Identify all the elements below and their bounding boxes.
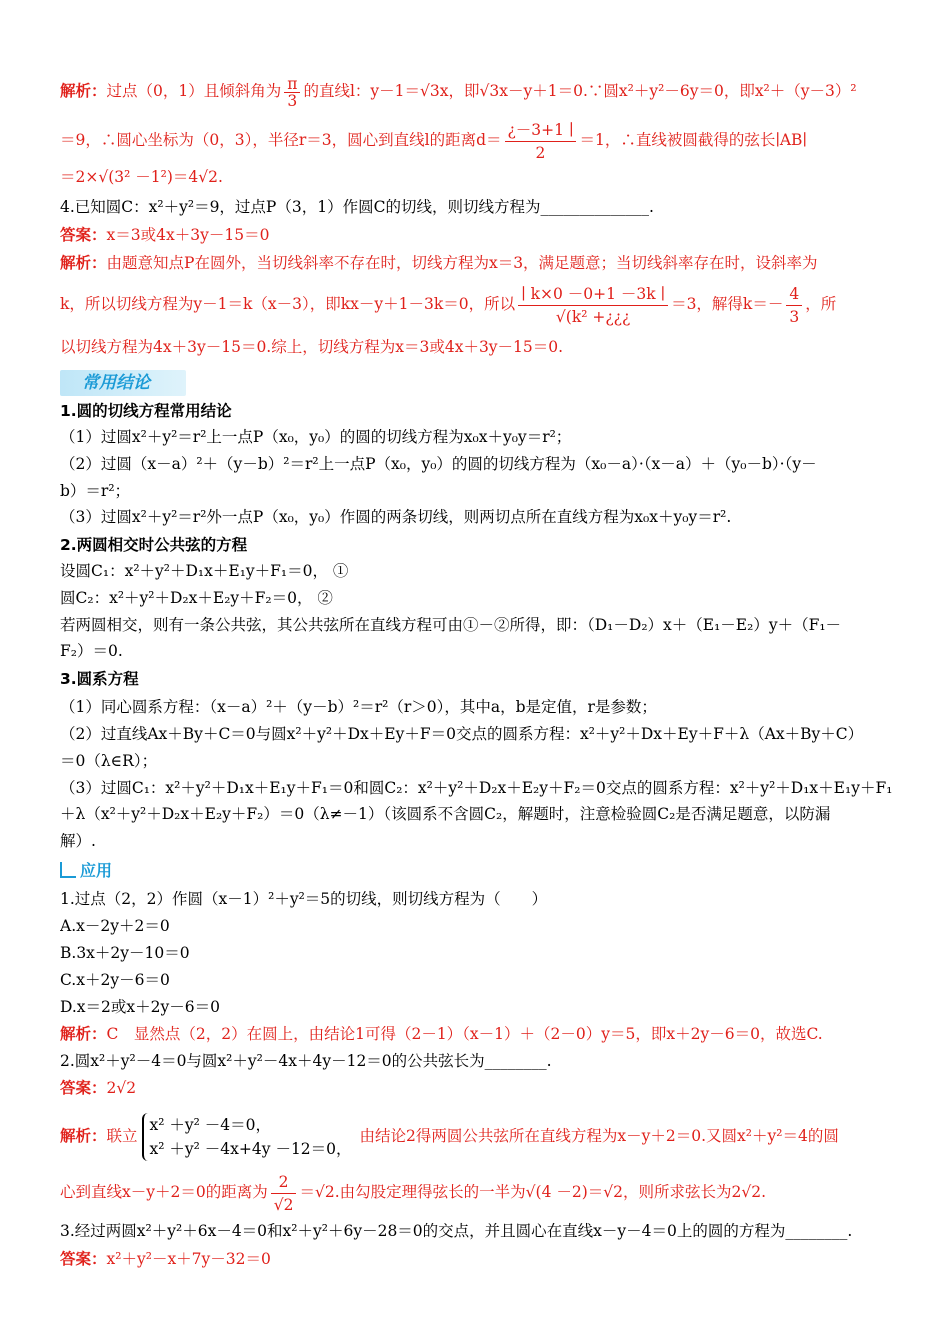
answer-text: 2√2 xyxy=(106,1079,137,1097)
slope-fraction xyxy=(786,283,802,328)
distance-fraction xyxy=(271,1171,297,1216)
distance-fraction xyxy=(505,119,577,163)
text: ＝3，解得k＝－ xyxy=(671,295,784,313)
fraction-numerator: 2 xyxy=(271,1171,297,1194)
sqrt-3: √3 xyxy=(420,82,440,100)
text: ，所 xyxy=(805,295,837,313)
text: x，即 xyxy=(439,82,480,100)
conclusion-3-title: 3.圆系方程 xyxy=(60,670,139,688)
text: 过点（0，1）且倾斜角为 xyxy=(106,82,282,100)
p1-option-a: A.x－2y＋2＝0 xyxy=(60,917,170,935)
conclusion-1-title: 1.圆的切线方程常用结论 xyxy=(60,402,232,420)
q4-analysis-line-2 xyxy=(60,280,895,328)
p3-question: 3.经过两圆x²＋y²＋6x－4＝0和x²＋y²＋6y－28＝0的交点，并且圆心在直线x－y－4＝0上的圆的方程为________. xyxy=(60,1222,853,1240)
analysis-label: 解析： xyxy=(60,254,107,272)
system-equation-1: x² ＋y² －4＝0， xyxy=(149,1116,272,1134)
text: 心到直线x－y＋2＝0的距离为 xyxy=(60,1183,268,1201)
p2-analysis-line-2 xyxy=(60,1168,895,1216)
q4-answer xyxy=(60,224,895,246)
conclusion-1-line-3: b）＝r²； xyxy=(60,482,131,500)
q4-analysis-line-3: 以切线方程为4x＋3y－15＝0.综上，切线方程为x＝3或4x＋3y－15＝0. xyxy=(60,338,564,356)
p2-answer xyxy=(60,1077,895,1099)
p1-question: 1.过点（2，2）作圆（x－1）²＋y²＝5的切线，则切线方程为（ ） xyxy=(60,890,548,908)
conclusion-2-title: 2.两圆相交时公共弦的方程 xyxy=(60,536,248,554)
analysis-label: 解析： xyxy=(60,82,107,100)
fraction-denominator: √2 xyxy=(273,1195,294,1214)
conclusion-2-line-3: 若两圆相交，则有一条公共弦，其公共弦所在直线方程可由①－②所得，即：（D₁－D₂）x＋（E₁－E₂）y＋（F₁－ xyxy=(60,616,842,634)
answer-label: 答案： xyxy=(60,226,107,244)
answer-text: x＝3或4x＋3y－15＝0 xyxy=(106,226,270,244)
fraction-denominator: 3 xyxy=(789,307,800,326)
p1-option-b: B.3x＋2y－10＝0 xyxy=(60,944,190,962)
apply-title: 应用 xyxy=(80,861,113,880)
apply-icon xyxy=(60,862,76,878)
sqrt-3: √3 xyxy=(479,82,500,100)
text: 的直线l：y－1＝ xyxy=(303,82,421,100)
prev-analysis-line-3: ＝2×√(3² －1²)＝4√2. xyxy=(60,168,223,186)
conclusion-3-line-1: （1）同心圆系方程：（x－a）²＋（y－b）²＝r²（r＞0），其中a，b是定值，r是参数； xyxy=(60,698,657,716)
conclusion-3-line-6: 解）. xyxy=(60,832,96,850)
conclusion-2-line-1: 设圆C₁：x²＋y²＋D₁x＋E₁y＋F₁＝0， ① xyxy=(60,562,349,580)
fraction-denominator: √(k² +¿¿¿ xyxy=(555,307,631,326)
fraction-numerator: ¿－3+1 ∣ xyxy=(505,119,577,142)
text: k，所以切线方程为y－1＝k（x－3），即kx－y＋1－3k＝0，所以 xyxy=(60,295,516,313)
conclusion-3-line-5: ＋λ（x²＋y²＋D₂x＋E₂y＋F₂）＝0（λ≠－1）（该圆系不含圆C₂，解题时，注意检验圆C₂是否满足题意，以防漏 xyxy=(60,805,831,823)
p2-question: 2.圆x²＋y²－4＝0与圆x²＋y²－4x＋4y－12＝0的公共弦长为________. xyxy=(60,1052,552,1070)
equation-system xyxy=(142,1113,352,1161)
answer-label: 答案： xyxy=(60,1250,107,1268)
fraction-numerator: π xyxy=(284,76,300,93)
prev-analysis-line-2 xyxy=(60,118,895,162)
conclusion-1-line-4: （3）过圆x²＋y²＝r²外一点P（x₀，y₀）作圆的两条切线，则两切点所在直线方程为x₀x＋y₀y＝r². xyxy=(60,508,732,526)
section-title: 常用结论 xyxy=(82,373,150,393)
p1-analysis xyxy=(60,1023,895,1045)
fraction-denominator: 2 xyxy=(535,143,546,162)
fraction-numerator: ∣ k×0 －0+1 －3k ∣ xyxy=(518,283,668,306)
p2-analysis-line-1 xyxy=(60,1108,895,1164)
answer-label: 答案： xyxy=(60,1079,107,1097)
text: ＝1，∴直线被圆截得的弦长∣AB∣ xyxy=(579,131,807,149)
fraction-denominator: 3 xyxy=(287,91,298,108)
q4-question: 4.已知圆C：x²＋y²＝9，过点P（3，1）作圆C的切线，则切线方程为______________. xyxy=(60,198,654,216)
text: x－y＋1＝0.∵圆x²＋y²－6y＝0，即x²＋（y－3）² xyxy=(499,82,857,100)
text: 由结论2得两圆公共弦所在直线方程为x－y＋2＝0.又圆x²＋y²＝4的圆 xyxy=(359,1127,839,1145)
p3-answer xyxy=(60,1248,895,1270)
p1-option-d: D.x＝2或x＋2y－6＝0 xyxy=(60,998,220,1016)
fraction-numerator: 4 xyxy=(786,283,802,306)
conclusion-2-line-2: 圆C₂：x²＋y²＋D₂x＋E₂y＋F₂＝0， ② xyxy=(60,589,333,607)
text: C 显然点（2，2）在圆上，由结论1可得（2－1）（x－1）＋（2－0）y＝5，即x＋2y－6＝0，故选C. xyxy=(106,1025,823,1043)
p1-option-c: C.x＋2y－6＝0 xyxy=(60,971,170,989)
fraction-pi-over-3 xyxy=(284,76,300,109)
conclusion-3-line-2: （2）过直线Ax＋By＋C＝0与圆x²＋y²＋Dx＋Ey＋F＝0交点的圆系方程：x²＋y²＋Dx＋Ey＋F＋λ（Ax＋By＋C） xyxy=(60,725,864,743)
text: ＝9，∴圆心坐标为（0，3），半径r＝3，圆心到直线l的距离d＝ xyxy=(60,131,502,149)
text: 由题意知点P在圆外，当切线斜率不存在时，切线方程为x＝3，满足题意；当切线斜率存在时，设斜率为 xyxy=(106,254,818,272)
conclusion-2-line-4: F₂）＝0. xyxy=(60,642,123,660)
q4-analysis-line-1 xyxy=(60,252,895,274)
conclusion-3-line-4: （3）过圆C₁：x²＋y²＋D₁x＋E₁y＋F₁＝0和圆C₂：x²＋y²＋D₂x＋E₂y＋F₂＝0交点的圆系方程：x²＋y²＋D₁x＋E₁y＋F₁ xyxy=(60,779,893,797)
analysis-label: 解析： xyxy=(60,1127,107,1145)
prev-analysis-line-1 xyxy=(60,74,895,108)
system-equation-2: x² ＋y² －4x+4y －12＝0， xyxy=(149,1140,352,1158)
conclusion-1-line-2: （2）过圆（x－a）²＋（y－b）²＝r²上一点P（x₀，y₀）的圆的切线方程为（x₀－a）·（x－a）＋（y₀－b）·（y－ xyxy=(60,455,817,473)
answer-text: x²＋y²－x＋7y－32＝0 xyxy=(106,1250,271,1268)
text: 联立 xyxy=(106,1127,138,1145)
text: ＝√2.由勾股定理得弦长的一半为√(4 －2)＝√2，则所求弦长为2√2. xyxy=(299,1183,767,1201)
conclusion-3-line-3: ＝0（λ∈R）； xyxy=(60,752,158,770)
analysis-label: 解析： xyxy=(60,1025,107,1043)
conclusion-1-line-1: （1）过圆x²＋y²＝r²上一点P（x₀，y₀）的圆的切线方程为x₀x＋y₀y＝r²； xyxy=(60,428,572,446)
distance-fraction xyxy=(518,283,668,328)
